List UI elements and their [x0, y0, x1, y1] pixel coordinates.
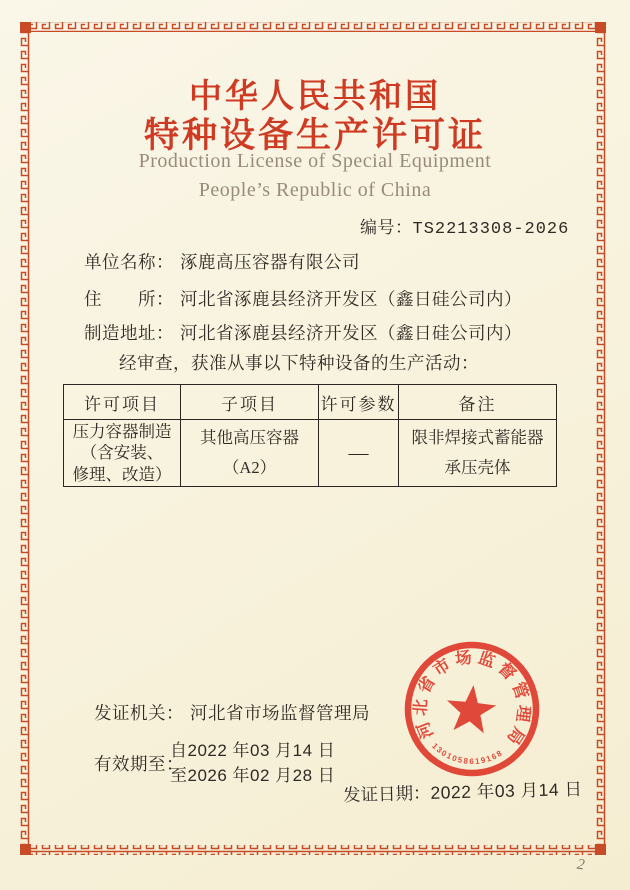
col-header-subitem: 子项目 [181, 385, 319, 420]
license-table-row [64, 420, 557, 487]
authority-value: 河北省市场监督管理局 [190, 703, 370, 723]
mfg-address-label: 制造地址： [84, 323, 174, 343]
col-header-item: 许可项目 [64, 385, 181, 420]
official-seal [397, 634, 547, 784]
col-header-remark: 备注 [399, 385, 557, 420]
license-table-header-row [64, 385, 557, 420]
mfg-address-value: 河北省涿鹿县经济开发区（鑫日硅公司内） [180, 323, 522, 343]
unit-name-line [84, 249, 360, 274]
cell-remark: 限非焊接式蓄能器 承压壳体 [399, 420, 557, 487]
title-cn-line1: 中华人民共和国 [189, 79, 441, 115]
issue-date-value: 2022 年03 月14 日 [430, 778, 583, 803]
license-number-label: 编号： [360, 218, 413, 237]
authority-label: 发证机关： [94, 703, 184, 723]
title-en-line1: Production License of Special Equipment [138, 150, 492, 172]
cell-subitem: 其他高压容器 （A2） [181, 420, 319, 487]
red-star-icon [444, 682, 498, 734]
seal-text: 河北省市场监督管理局 [411, 648, 533, 752]
validity-label: 有效期至： [94, 754, 184, 774]
issue-date-label: 发证日期： [342, 782, 431, 806]
valid-from: 自2022 年03 月14 日 [170, 741, 336, 760]
handwritten-page-mark: 2 [575, 856, 586, 874]
unit-name-label: 单位名称： [84, 252, 174, 272]
license-table [63, 384, 557, 487]
title-cn-line2: 特种设备生产许可证 [143, 116, 486, 155]
col-header-parameter: 许可参数 [319, 385, 399, 420]
title-en-line2: People’s Republic of China [198, 179, 432, 201]
address-label: 住 所： [84, 289, 174, 309]
address-line [84, 286, 522, 311]
valid-to: 至2026 年02 月28 日 [170, 766, 336, 785]
license-number-line [360, 213, 569, 239]
mfg-address-line [84, 320, 522, 345]
unit-name-value: 涿鹿高压容器有限公司 [180, 252, 360, 272]
address-value: 河北省涿鹿县经济开发区（鑫日硅公司内） [180, 289, 522, 309]
validity-dates [170, 738, 335, 788]
authority-line [94, 700, 370, 725]
cell-parameter: — [319, 420, 399, 487]
cell-item: 压力容器制造 （含安装、 修理、改造） [64, 420, 181, 487]
license-number-value: TS2213308-2026 [412, 220, 570, 239]
approval-note: 经审查，获准从事以下特种设备的生产活动： [119, 353, 479, 373]
seal-code: 1301058619168 [430, 741, 505, 766]
